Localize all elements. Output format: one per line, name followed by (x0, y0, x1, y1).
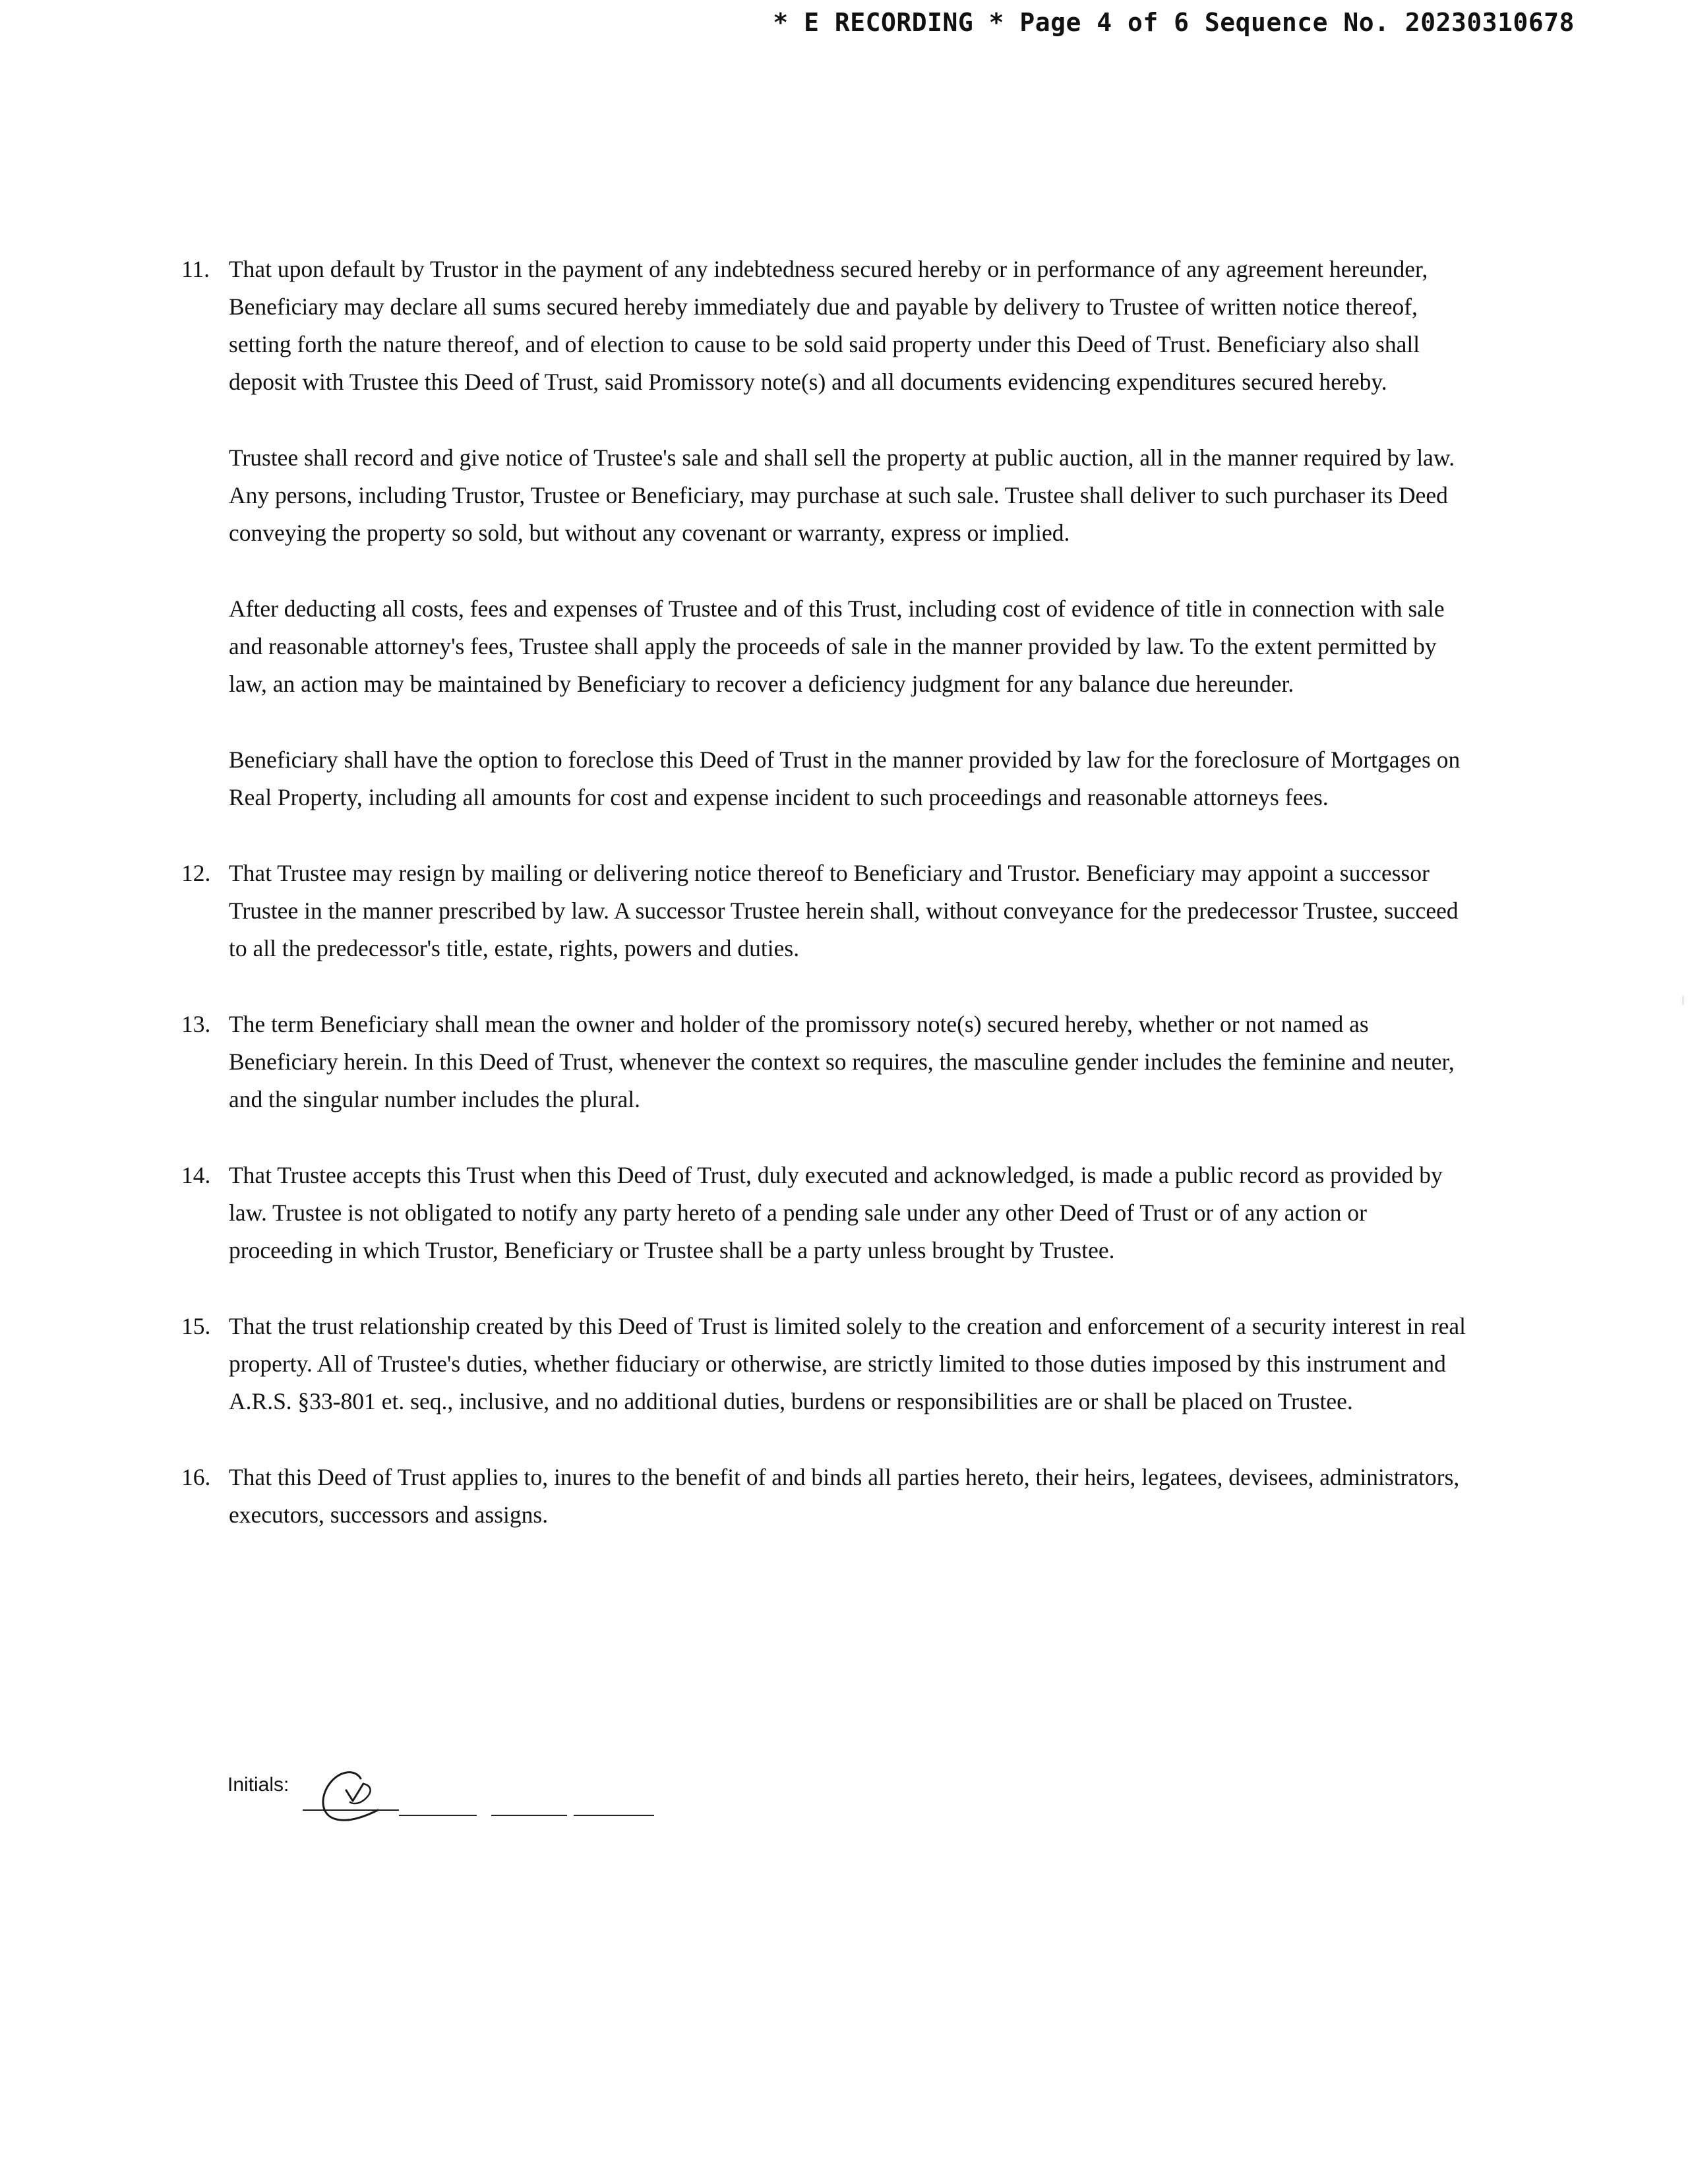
paragraph-number: 13. (181, 1011, 211, 1037)
paragraph-text: The term Beneficiary shall mean the owner and holder of the promissory note(s) secured hereby, whether or not named as Beneficiary herein. In this Deed of Trust, whenever the context so requires, the masculine gender includes the feminine and neuter, and the singular number includes the plural. (229, 1011, 1455, 1112)
initials-line (491, 1815, 567, 1816)
initials-line (399, 1815, 477, 1816)
paragraph-11-sale (229, 439, 1467, 552)
paragraph-14 (181, 1157, 1467, 1269)
paragraph-text: Beneficiary shall have the option to foreclose this Deed of Trust in the manner provided by law for the foreclosure of Mortgages on Real Property, including all amounts for cost and expense incident to such proceedings and reasonable attorneys fees. (229, 746, 1461, 810)
recording-header: * E RECORDING * Page 4 of 6 Sequence No. 20230310678 (773, 8, 1575, 37)
paragraph-number: 12. (181, 860, 211, 886)
initials-label: Initials: (227, 1774, 289, 1796)
paragraph-text: After deducting all costs, fees and expenses of Trustee and of this Trust, including cost of evidence of title in connection with sale and reasonable attorney's fees, Trustee shall apply the proceeds of sale in the manner provided by law. To the extent permitted by law, an action may be maintained by Beneficiary to recover a deficiency judgment for any balance due hereunder. (229, 595, 1445, 697)
paragraph-text: That Trustee may resign by mailing or delivering notice thereof to Beneficiary and Trustor. Beneficiary may appoint a successor Trustee in the manner prescribed by law. A successor Trustee herein shall, without conveyance for the predecessor Trustee, succeed to all the predecessor's title, estate, rights, powers and duties. (229, 860, 1459, 961)
initials-line (574, 1815, 654, 1816)
paragraph-13 (181, 1006, 1467, 1118)
handwritten-initials (300, 1764, 406, 1827)
paragraph-text: That upon default by Trustor in the payment of any indebtedness secured hereby or in performance of any agreement hereunder, Beneficiary may declare all sums secured hereby immediately due and payable by delivery to Trustee of written notice thereof, setting forth the nature thereof, and of election to cause to be sold said property under this Deed of Trust. Beneficiary also shall deposit with Trustee this Deed of Trust, said Promissory note(s) and all documents evidencing expenditures secured hereby. (229, 256, 1428, 395)
paragraph-number: 14. (181, 1162, 211, 1188)
paragraph-text: Trustee shall record and give notice of Trustee's sale and shall sell the property at public auction, all in the manner required by law. Any persons, including Trustor, Trustee or Beneficiary, may purchase at such sale. Trustee shall deliver to such purchaser its Deed conveying the property so sold, but without any covenant or warranty, express or implied. (229, 444, 1455, 546)
paragraph-number: 15. (181, 1313, 211, 1339)
paragraph-12 (181, 855, 1467, 967)
paragraph-text: That this Deed of Trust applies to, inures to the benefit of and binds all parties hereto, their heirs, legatees, devisees, administrators, executors, successors and assigns. (229, 1464, 1460, 1528)
scan-artifact (1682, 996, 1684, 1005)
paragraph-number: 16. (181, 1464, 211, 1490)
paragraph-text: That the trust relationship created by this Deed of Trust is limited solely to the creation and enforcement of a security interest in real property. All of Trustee's duties, whether fiduciary or otherwise, are strictly limited to those duties imposed by this instrument and A.R.S. §33-801 et. seq., inclusive, and no additional duties, burdens or responsibilities are or shall be placed on Trustee. (229, 1313, 1466, 1414)
paragraph-11-foreclosure (229, 741, 1467, 816)
paragraph-15 (181, 1308, 1467, 1420)
paragraph-11 (181, 251, 1467, 401)
paragraph-number: 11. (181, 256, 210, 282)
document-body (181, 251, 1467, 1534)
paragraph-16 (181, 1459, 1467, 1534)
paragraph-text: That Trustee accepts this Trust when this Deed of Trust, duly executed and acknowledged, is made a public record as provided by law. Trustee is not obligated to notify any party hereto of a pending sale under any other Deed of Trust or of any action or proceeding in which Trustor, Beneficiary or Trustee shall be a party unless brought by Trustee. (229, 1162, 1443, 1263)
paragraph-11-proceeds (229, 590, 1467, 703)
